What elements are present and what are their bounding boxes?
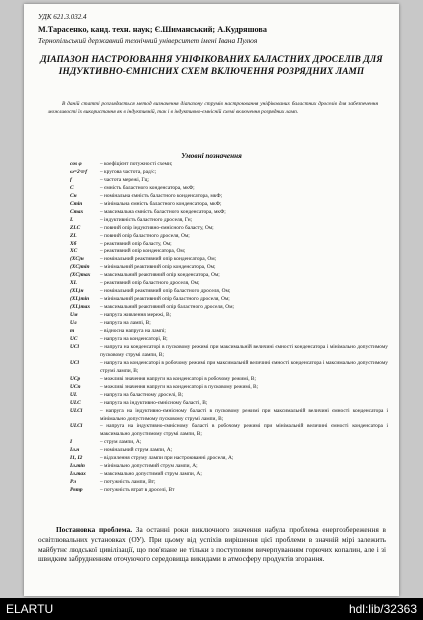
paper-title: ДІАПАЗОН НАСТРОЮВАННЯ УНІФІКОВАНИХ БАЛАСТНИХ ДРОСЕЛІВ ДЛЯ ІНДУКТИВНО-ЄМНІСНИХ СХЕМ ВКЛЮЧЕННЯ РОЗРЯДНИХ ЛАМП — [40, 55, 383, 77]
symbol-term: Uм — [70, 312, 78, 319]
symbol-definition: – напруга на конденсаторі, В; — [100, 336, 388, 344]
symbol-term: ULC — [70, 399, 81, 406]
symbol-row — [70, 296, 388, 304]
symbol-row — [70, 304, 388, 312]
symbol-definition: – номінальний реактивний опір баластного дроселя, Ом; — [100, 288, 388, 296]
footer-handle: hdl:lib/32363 — [348, 602, 417, 616]
symbol-definition: – напруга на конденсаторі в пусковому режимі при максимальній величині ємності конденсатора і мінімально допустимому пусковому струмі лампи, В; — [100, 344, 388, 360]
symbol-row — [70, 225, 388, 233]
symbol-definition: – можливі значення напруги на конденсаторі в робочому режимі, В; — [100, 376, 388, 384]
symbol-term: Pл — [70, 479, 77, 486]
symbol-row — [70, 344, 388, 360]
symbol-definition: – можливі значення напруги на конденсаторі в пусковому режимі, В; — [100, 384, 388, 392]
symbol-definition: – реактивний опір баласту, Ом; — [100, 241, 388, 249]
symbol-definition: – напруга на індуктивно-ємнісному баласті, В; — [100, 400, 388, 408]
symbol-definition: – індуктивність баластного дроселя, Гн; — [100, 217, 388, 225]
symbol-row — [70, 177, 388, 185]
symbol-term: ω=2·π·f — [70, 168, 88, 175]
symbol-term: UCп — [70, 383, 81, 390]
symbol-definition: – напруга на індуктивно-ємнісному баласті в пусковому режимі при максимальній величині ємності конденсатора і мінімально допустимому пусковому струмі лампи, В; — [100, 408, 388, 424]
symbol-term: Iл.н — [70, 447, 80, 454]
symbol-definition: – напруга на лампі, В; — [100, 320, 388, 328]
symbol-row — [70, 328, 388, 336]
symbol-row — [70, 336, 388, 344]
symbol-definition: – потужність втрат в дроселі, Вт — [100, 487, 388, 495]
symbol-row — [70, 288, 388, 296]
symbol-row — [70, 487, 388, 495]
symbol-definition: – напруга на конденсаторі в робочому режимі при максимальній величині ємності конденсатора і максимально допустимому струмі лампи, В; — [100, 360, 388, 376]
symbol-row — [70, 169, 388, 177]
symbol-term: cos φ — [70, 161, 82, 167]
symbol-row — [70, 201, 388, 209]
udk-code: УДК 621.3.032.4 — [38, 13, 87, 21]
symbol-term: UCl — [70, 359, 79, 366]
symbol-definition: – напруга на баластному дроселі, В; — [100, 392, 388, 400]
symbol-row — [70, 217, 388, 225]
symbol-definition: – ємність баластного конденсатора, мкФ; — [100, 185, 388, 193]
symbol-definition: – максимальна ємність баластного конденсатора, мкФ; — [100, 209, 388, 217]
symbol-term: UCl — [70, 343, 79, 350]
symbol-term: UL — [70, 391, 78, 398]
symbol-row — [70, 479, 388, 487]
symbol-definition: – реактивний опір баластного дроселя, Ом; — [100, 280, 388, 288]
symbol-definition: – повний опір баластного дроселя, Ом; — [100, 233, 388, 241]
symbol-definition: – мінімальний реактивний опір баластного дроселя, Ом; — [100, 296, 388, 304]
symbol-definition: – коефіцієнт потужності схеми; — [100, 161, 388, 169]
symbol-definition: – частота мережі, Гц; — [100, 177, 388, 185]
symbol-definition: – номінальний струм лампи, А; — [100, 447, 388, 455]
symbol-term: L — [70, 216, 74, 223]
symbol-row — [70, 384, 388, 392]
symbol-term: (XC)max — [70, 272, 91, 279]
symbol-term: UCр — [70, 375, 81, 382]
symbol-definition: – мінімальна ємність баластного конденсатора, мкФ; — [100, 201, 388, 209]
symbol-term: (XL)max — [70, 304, 91, 311]
symbol-row — [70, 376, 388, 384]
symbol-row — [70, 320, 388, 328]
symbol-definition: – номінальна ємність баластного конденсатора, мкФ; — [100, 193, 388, 201]
symbol-definition: – реактивний опір конденсатора, Ом; — [100, 248, 388, 256]
symbol-definition: – відносна напруга на лампі; — [100, 328, 388, 336]
symbol-row — [70, 423, 388, 439]
authors: М.Тарасенко, канд. техн. наук; Є.Шиманський; А.Кудряшова — [38, 25, 267, 34]
symbol-definition: – потужність лампи, Вт; — [100, 479, 388, 487]
problem-text: За останні роки виключного значення набула проблема енергозбереження в освітлювальних установках (ОУ). При цьому від успіхів вирішення цієї проблеми в значній мірі залежить майбутнє людської цивілізації, що пов'язане не тільки з поступовим вичерпуванням горючих копалин, але і зі швидким забрудненням оточуючого середовища викидами в атмосферу продуктів згорання. — [38, 525, 386, 564]
symbol-term: Uл — [70, 320, 77, 327]
symbol-term: (XC)н — [70, 256, 84, 263]
symbol-term: Xб — [70, 240, 77, 247]
symbol-row — [70, 161, 388, 169]
symbol-row — [70, 471, 388, 479]
symbol-term: ZL — [70, 232, 77, 239]
symbol-row — [70, 408, 388, 424]
symbol-term: ZLC — [70, 224, 81, 231]
symbol-definition: – максимально допустимий струм лампи, А; — [100, 471, 388, 479]
symbol-definition: – повний опір індуктивно-ємнісного баласту, Ом; — [100, 225, 388, 233]
symbol-definition: – максимальний реактивний опір конденсатора, Ом; — [100, 272, 388, 280]
symbol-term: ULCl — [70, 407, 83, 414]
symbol-definition: – мінімальний реактивний опір конденсатора, Ом; — [100, 264, 388, 272]
problem-paragraph — [38, 525, 386, 564]
symbol-term: f — [70, 176, 72, 183]
symbol-definition: – кругова частота, рад/с; — [100, 169, 388, 177]
symbol-definition: – мінімально допустимий струм лампи, А; — [100, 463, 388, 471]
symbol-row — [70, 209, 388, 217]
footer-bar — [0, 598, 423, 620]
symbol-term: I — [70, 439, 73, 446]
symbol-definition: – напруга живлення мережі, В; — [100, 312, 388, 320]
abstract: В даній статті розглядається метод визначення діапазону струмів настроювання уніфікованих баластних дроселів для забезпечення можливості їх використання як в індуктивній, так і в індуктивно-ємнісній схемі включення розрядних ламп. — [48, 101, 378, 115]
symbol-term: m — [70, 328, 75, 335]
symbol-row — [70, 400, 388, 408]
symbol-row — [70, 233, 388, 241]
symbol-definition: – номінальний реактивний опір конденсатора, Ом; — [100, 256, 388, 264]
affiliation: Тернопільський державний технічний університет імені Івана Пулюя — [38, 36, 258, 45]
symbol-term: C — [70, 184, 74, 191]
problem-heading: Постановка проблема. — [56, 525, 133, 534]
symbol-row — [70, 360, 388, 376]
symbol-term: Cmin — [70, 200, 83, 207]
symbol-term: Pвтр — [70, 487, 83, 494]
symbol-row — [70, 463, 388, 471]
symbol-row — [70, 392, 388, 400]
symbol-term: (XC)min — [70, 264, 90, 271]
symbol-row — [70, 185, 388, 193]
symbol-term: XL — [70, 280, 77, 287]
symbol-row — [70, 193, 388, 201]
symbols-heading: Умовні позначення — [181, 152, 242, 160]
paper-page — [24, 4, 399, 596]
symbols-list — [70, 161, 388, 495]
symbol-term: UC — [70, 335, 78, 342]
symbol-term: (XL)н — [70, 288, 84, 295]
symbol-definition: – відхилення струму лампи при настроюванні дроселя, А; — [100, 455, 388, 463]
symbol-term: Iл.min — [70, 463, 85, 470]
symbol-term: XC — [70, 248, 78, 255]
symbol-term: ULCl — [70, 423, 83, 430]
symbol-definition: – струм лампи, А; — [100, 439, 388, 447]
footer-repository: ELARTU — [6, 602, 54, 616]
symbol-definition: – напруга на індуктивно-ємнісному баласті в робочому режимі при мінімальній величині ємності конденсатора і максимально допустимому струмі лампи, В; — [100, 423, 388, 439]
symbol-term: Cн — [70, 192, 77, 199]
symbol-term: Cmax — [70, 208, 84, 215]
symbol-definition: – максимальний реактивний опір баластного дроселя, Ом; — [100, 304, 388, 312]
symbol-row — [70, 312, 388, 320]
symbol-term: Iл.max — [70, 471, 86, 478]
symbol-row — [70, 447, 388, 455]
symbol-term: I1, I2 — [70, 455, 83, 462]
symbol-term: (XL)min — [70, 296, 90, 303]
